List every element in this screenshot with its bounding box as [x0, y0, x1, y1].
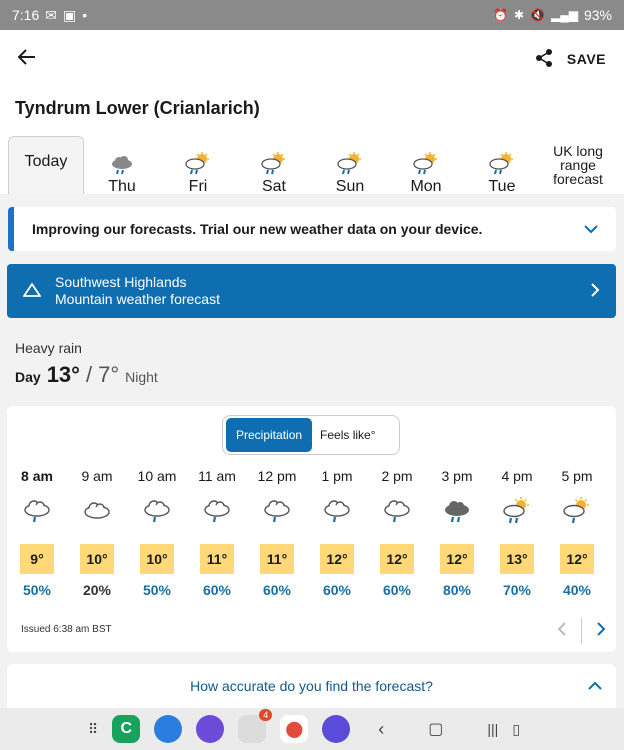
sun-cloud-rain-icon — [312, 148, 388, 176]
hour-precip: 20% — [82, 582, 112, 598]
hour-temp: 10° — [140, 544, 174, 574]
back-nav-icon[interactable]: ‹ — [378, 718, 385, 739]
hour-column — [487, 468, 547, 598]
tab-label-line: UK long — [553, 143, 603, 159]
weather-description: Heavy rain — [15, 340, 82, 356]
tab-sun[interactable] — [312, 136, 388, 194]
accuracy-question: How accurate do you find the forecast? — [190, 678, 433, 694]
hour-column — [247, 468, 307, 598]
sun-cloud-rain-icon — [236, 148, 312, 176]
tab-sat[interactable] — [236, 136, 312, 194]
tab-label: Fri — [188, 178, 208, 195]
precipitation-tab[interactable]: Precipitation — [226, 418, 312, 452]
tab-label: Sun — [335, 178, 365, 195]
light-rain-icon — [127, 492, 187, 530]
light-rain-icon — [7, 492, 67, 530]
hour-time: 12 pm — [257, 468, 297, 484]
hour-precip: 80% — [442, 582, 472, 598]
tab-label: Mon — [410, 178, 442, 195]
tab-label: Today — [24, 153, 68, 170]
light-rain-icon — [307, 492, 367, 530]
hour-temp: 9° — [20, 544, 54, 574]
issued-time: Issued 6:38 am BST — [21, 624, 112, 635]
mountain-region: Southwest Highlands — [55, 274, 187, 290]
sun-cloud-rain-icon — [464, 148, 540, 176]
hour-time: 11 am — [198, 468, 236, 484]
hour-precip: 40% — [562, 582, 592, 598]
top-toolbar — [0, 30, 624, 88]
chevron-left-icon[interactable] — [557, 622, 567, 641]
light-rain-icon — [367, 492, 427, 530]
sun-rain-icon — [487, 492, 547, 530]
recents-nav-icon[interactable]: ||| — [487, 721, 499, 737]
browser-app-icon[interactable] — [196, 715, 224, 743]
light-rain-icon — [247, 492, 307, 530]
day-label: Day — [15, 369, 41, 385]
hour-column — [187, 468, 247, 598]
messages-app-icon[interactable] — [154, 715, 182, 743]
night-label: Night — [125, 369, 158, 385]
bluetooth-icon: ✱ — [513, 8, 525, 22]
save-button[interactable]: SAVE — [566, 51, 606, 67]
day-tabs — [8, 136, 624, 194]
forecast-toggle — [222, 415, 400, 455]
night-temp: 7° — [98, 362, 120, 387]
calendar-icon: ▣ — [62, 6, 77, 23]
hour-time: 9 am — [81, 468, 113, 484]
hourly-pager — [557, 618, 606, 644]
keyboard-icon[interactable]: ▯ — [512, 720, 521, 737]
banner-text: Improving our forecasts. Trial our new weather data on your device. — [32, 221, 483, 237]
hour-column — [7, 468, 67, 598]
tab-label: Tue — [488, 178, 516, 195]
hour-time: 3 pm — [441, 468, 473, 484]
hour-time: 8 am — [21, 468, 53, 484]
hour-temp: 10° — [80, 544, 114, 574]
chevron-right-icon — [590, 283, 600, 300]
tab-long-range[interactable] — [540, 136, 616, 194]
tab-label-line: forecast — [553, 171, 603, 187]
mail-icon: ✉ — [45, 6, 57, 23]
feels-like-tab[interactable]: Feels like° — [320, 428, 376, 442]
sun-rain-icon — [547, 492, 607, 530]
light-rain-icon — [187, 492, 247, 530]
pager-divider — [581, 618, 582, 644]
tab-tue[interactable] — [464, 136, 540, 194]
hour-time: 5 pm — [561, 468, 593, 484]
hour-column — [427, 468, 487, 598]
hour-column — [67, 468, 127, 598]
day-summary — [15, 340, 158, 388]
tab-label: Thu — [108, 178, 136, 195]
hour-time: 2 pm — [381, 468, 413, 484]
hour-column — [367, 468, 427, 598]
hour-temp: 13° — [500, 544, 534, 574]
temp-separator: / — [85, 362, 93, 387]
hour-precip: 70% — [502, 582, 532, 598]
mountain-subtitle: Mountain weather forecast — [55, 291, 220, 307]
tab-mon[interactable] — [388, 136, 464, 194]
tab-fri[interactable] — [160, 136, 236, 194]
hour-temp: 12° — [380, 544, 414, 574]
battery-percent: 93% — [583, 7, 612, 23]
hour-precip: 60% — [262, 582, 292, 598]
system-nav-bar — [0, 708, 624, 750]
location-title: Tyndrum Lower (Crianlarich) — [15, 98, 260, 118]
header-area — [0, 88, 624, 194]
forecast-trial-banner[interactable] — [8, 207, 616, 251]
tab-today[interactable] — [8, 136, 84, 194]
hour-time: 4 pm — [501, 468, 533, 484]
chevron-right-icon[interactable] — [596, 622, 606, 641]
app-folder-icon[interactable] — [238, 710, 269, 743]
cloud-rain-icon — [84, 148, 160, 176]
maps-app-icon[interactable]: ⬤ — [280, 715, 308, 743]
status-bar — [0, 0, 624, 30]
share-icon[interactable] — [535, 48, 553, 71]
cloud-icon — [67, 492, 127, 530]
mute-icon: 🔇 — [530, 8, 545, 22]
hour-time: 10 am — [137, 468, 177, 484]
signal-icon: ▂▄▆ — [551, 8, 578, 22]
mountain-forecast-link[interactable] — [7, 264, 616, 318]
hour-precip: 60% — [202, 582, 232, 598]
tab-label-line: range — [560, 157, 596, 173]
sun-cloud-rain-icon — [160, 148, 236, 176]
hour-precip: 60% — [382, 582, 412, 598]
alarm-icon: ⏰ — [493, 8, 508, 22]
hour-temp: 12° — [440, 544, 474, 574]
accuracy-feedback[interactable] — [7, 664, 616, 708]
assistant-app-icon[interactable] — [322, 715, 350, 743]
dot-icon: • — [82, 7, 88, 23]
day-temp: 13° — [46, 362, 80, 387]
hour-column — [127, 468, 187, 598]
chevron-up-icon[interactable] — [588, 678, 602, 694]
back-arrow-icon[interactable] — [18, 49, 36, 70]
home-nav-icon[interactable]: ▢ — [428, 721, 444, 738]
tab-label: Sat — [261, 178, 286, 195]
hour-temp: 11° — [200, 544, 234, 574]
status-time: 7:16 — [12, 7, 40, 23]
hour-column — [307, 468, 367, 598]
hour-precip: 60% — [322, 582, 352, 598]
hour-column — [547, 468, 607, 598]
hour-precip: 50% — [22, 582, 52, 598]
tab-thu[interactable] — [84, 136, 160, 194]
hour-temp: 11° — [260, 544, 294, 574]
hour-temp: 12° — [560, 544, 594, 574]
heavy-rain-icon — [427, 492, 487, 530]
hour-precip: 50% — [142, 582, 172, 598]
chevron-down-icon[interactable] — [584, 221, 598, 237]
phone-app-icon[interactable]: C — [112, 715, 140, 743]
hourly-forecast-card — [7, 406, 616, 652]
mountain-icon — [23, 283, 41, 300]
hour-temp: 12° — [320, 544, 354, 574]
app-drawer-icon[interactable]: ⠿ — [88, 720, 99, 737]
sun-cloud-rain-icon — [388, 148, 464, 176]
notification-badge: 4 — [259, 709, 272, 721]
hour-time: 1 pm — [321, 468, 353, 484]
